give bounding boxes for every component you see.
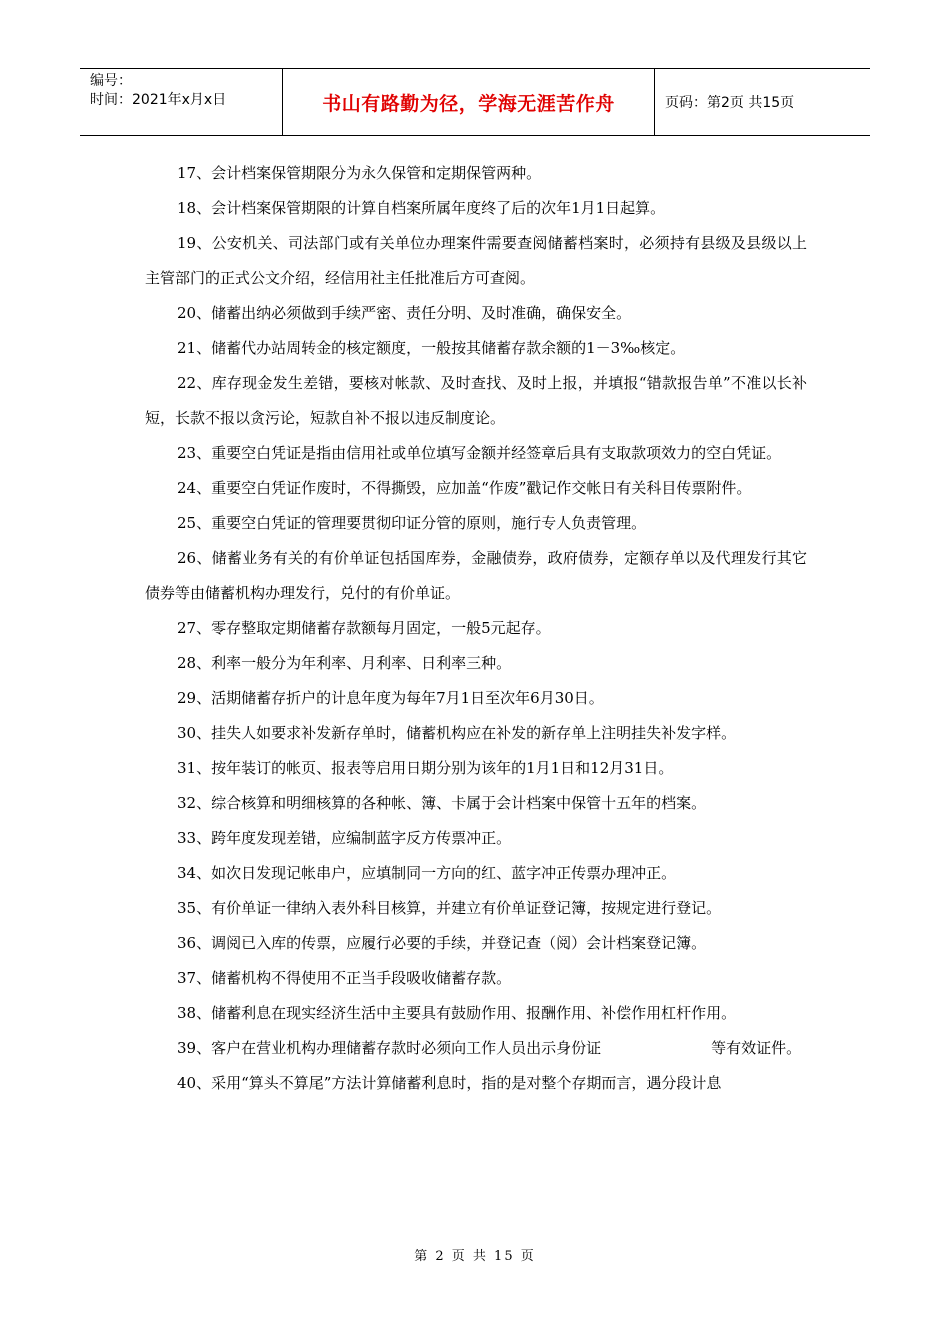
paragraph: 24、重要空白凭证作废时，不得撕毁，应加盖“作废”戳记作交帐日有关科目传票附件。 — [177, 479, 752, 497]
paragraph: 37、储蓄机构不得使用不正当手段吸收储蓄存款。 — [177, 969, 512, 987]
paragraph: 33、跨年度发现差错，应编制蓝字反方传票冲正。 — [177, 829, 512, 847]
document-date: 时间：2021年x月x日 — [90, 92, 227, 108]
paragraph: 35、有价单证一律纳入表外科目核算，并建立有价单证登记簿，按规定进行登记。 — [177, 899, 722, 917]
paragraph: 22、库存现金发生差错，要核对帐款、及时查找、及时上报，并填报“错款报告单”不准以长补短，长款不报以贪污论，短款自补不报以违反制度论。 — [145, 374, 807, 427]
paragraph: 38、储蓄利息在现实经济生活中主要具有鼓励作用、报酬作用、补偿作用杠杆作用。 — [177, 1004, 737, 1022]
paragraph: 32、综合核算和明细核算的各种帐、簿、卡属于会计档案中保管十五年的档案。 — [177, 794, 707, 812]
paragraph: 29、活期储蓄存折户的计息年度为每年7月1日至次年6月30日。 — [177, 689, 604, 707]
paragraph: 21、储蓄代办站周转金的核定额度，一般按其储蓄存款余额的1－3‰核定。 — [177, 339, 686, 357]
paragraph: 28、利率一般分为年利率、月利率、日利率三种。 — [177, 654, 512, 672]
document-number-label: 编号： — [90, 73, 132, 89]
paragraph-39-text: 39、客户在营业机构办理储蓄存款时必须向工作人员出示身份证 — [177, 1039, 602, 1057]
paragraph: 17、会计档案保管期限分为永久保管和定期保管两种。 — [177, 164, 542, 182]
header-meta — [80, 69, 282, 135]
paragraph: 23、重要空白凭证是指由信用社或单位填写金额并经签章后具有支取款项效力的空白凭证。 — [177, 444, 782, 462]
page-footer: 第 2 页 共 15 页 — [414, 1249, 536, 1264]
paragraph: 19、公安机关、司法部门或有关单位办理案件需要查阅储蓄档案时，必须持有县级及县级以上主管部门的正式公文介绍，经信用社主任批准后方可查阅。 — [145, 234, 807, 287]
paragraph-39 — [145, 1031, 807, 1066]
paragraph: 31、按年装订的帐页、报表等启用日期分别为该年的1月1日和12月31日。 — [177, 759, 674, 777]
page-header — [80, 68, 870, 136]
paragraph: 26、储蓄业务有关的有价单证包括国库券，金融债券，政府债券，定额存单以及代理发行其它债券等由储蓄机构办理发行，兑付的有价单证。 — [145, 549, 807, 602]
paragraph: 36、调阅已入库的传票，应履行必要的手续，并登记查（阅）会计档案登记簿。 — [177, 934, 707, 952]
paragraph: 34、如次日发现记帐串户，应填制同一方向的红、蓝字冲正传票办理冲正。 — [177, 864, 677, 882]
paragraph: 30、挂失人如要求补发新存单时，储蓄机构应在补发的新存单上注明挂失补发字样。 — [177, 724, 737, 742]
paragraph-40: 40、采用“算头不算尾”方法计算储蓄利息时，指的是对整个存期而言，遇分段计息 — [177, 1074, 722, 1092]
header-motto: 书山有路勤为径，学海无涯苦作舟 — [282, 69, 655, 135]
paragraph-39-tail: 等有效证件。 — [711, 1039, 802, 1057]
paragraph: 25、重要空白凭证的管理要贯彻印证分管的原则，施行专人负责管理。 — [177, 514, 647, 532]
document-body — [145, 156, 807, 1101]
paragraph: 27、零存整取定期储蓄存款额每月固定，一般5元起存。 — [177, 619, 551, 637]
header-page-info: 页码：第2页 共15页 — [665, 95, 795, 111]
paragraph: 20、储蓄出纳必须做到手续严密、责任分明、及时准确，确保安全。 — [177, 304, 632, 322]
paragraph: 18、会计档案保管期限的计算自档案所属年度终了后的次年1月1日起算。 — [177, 199, 666, 217]
